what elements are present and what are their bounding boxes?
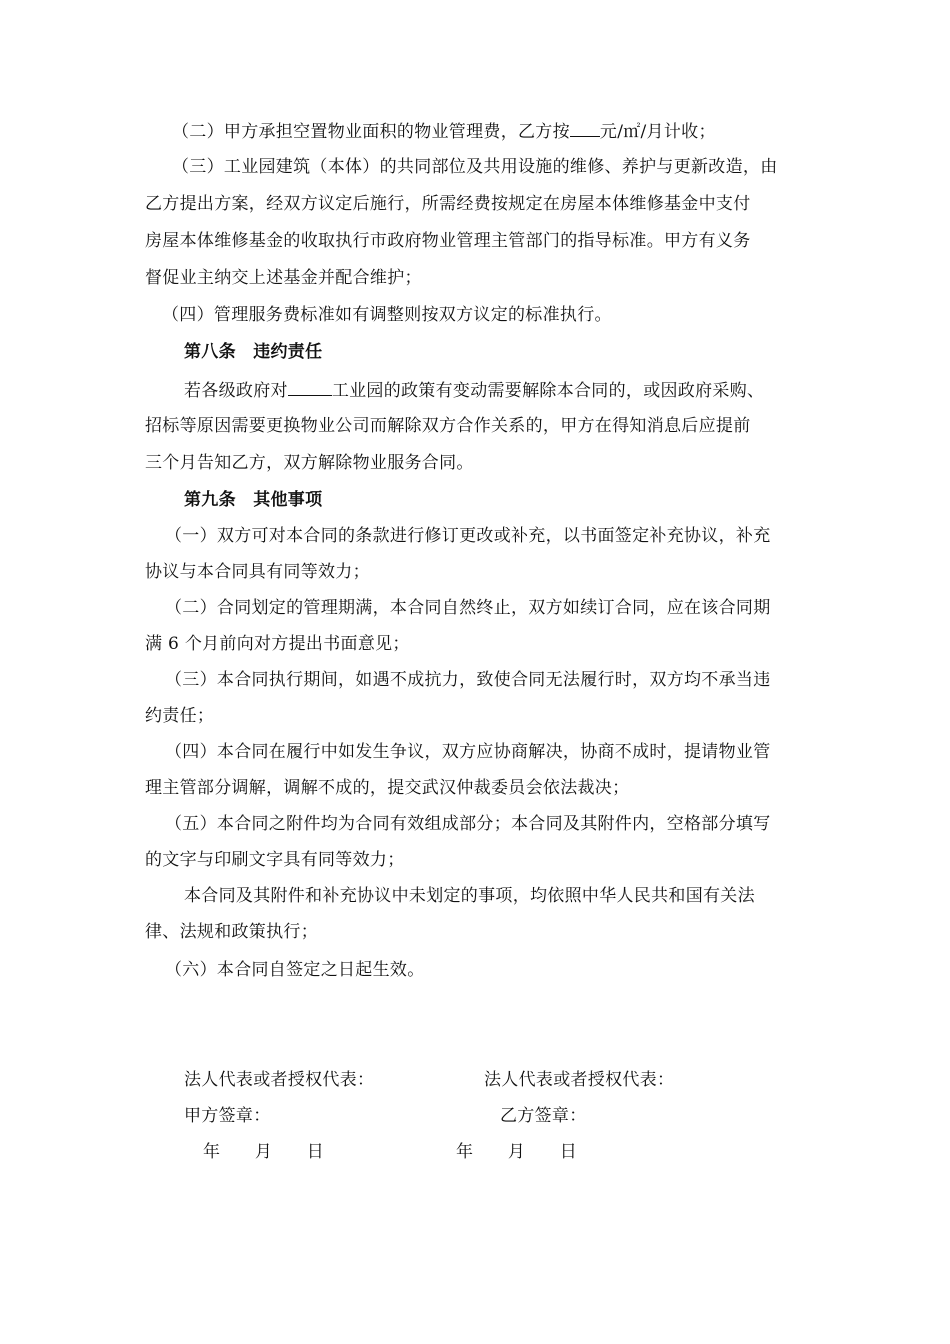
article-9-item-4-line-2: 理主管部分调解，调解不成的，提交武汉仲裁委员会依法裁决； <box>145 778 630 798</box>
article-9-item-3-line-1: （三）本合同执行期间，如遇不成抗力，致使合同无法履行时，双方均不承当违 <box>165 670 771 690</box>
clause-7-2 <box>172 118 716 144</box>
party-b-seal: 乙方签章： <box>500 1106 587 1126</box>
fee-blank[interactable] <box>570 118 600 137</box>
article-8-heading: 第八条 违约责任 <box>184 342 323 362</box>
clause-7-2-unit: 元/㎡/月计收； <box>599 122 716 142</box>
clause-7-4: （四）管理服务费标准如有调整则按双方议定的标准执行。 <box>162 305 612 325</box>
article-9-item-2-line-2: 满 6 个月前向对方提出书面意见； <box>145 634 410 654</box>
article-9-item-3-line-2: 约责任； <box>145 706 215 726</box>
party-a-date: 年 月 日 <box>203 1142 325 1162</box>
clause-7-2-text: （二）甲方承担空置物业面积的物业管理费，乙方按 <box>172 122 570 142</box>
clause-7-3-line-4: 督促业主纳交上述基金并配合维护； <box>145 268 422 288</box>
clause-7-3-line-2: 乙方提出方案，经双方议定后施行，所需经费按规定在房屋本体维修基金中支付 <box>145 194 751 214</box>
party-a-representative: 法人代表或者授权代表： <box>184 1070 375 1090</box>
party-b-date: 年 月 日 <box>456 1142 578 1162</box>
article-8-post: 工业园的政策有变动需要解除本合同的，或因政府采购、 <box>331 381 765 401</box>
article-9-item-2-line-1: （二）合同划定的管理期满，本合同自然终止，双方如续订合同，应在该合同期 <box>165 598 771 618</box>
article-9-item-5-line-1: （五）本合同之附件均为合同有效组成部分；本合同及其附件内，空格部分填写 <box>165 814 771 834</box>
article-9-item-1-line-1: （一）双方可对本合同的条款进行修订更改或补充，以书面签定补充协议，补充 <box>165 526 771 546</box>
article-8-pre: 若各级政府对 <box>184 381 288 401</box>
article-8-line-3: 三个月告知乙方，双方解除物业服务合同。 <box>145 453 474 473</box>
article-9-supplement-line-1: 本合同及其附件和补充协议中未划定的事项，均依照中华人民共和国有关法 <box>184 886 755 906</box>
article-9-item-1-line-2: 协议与本合同具有同等效力； <box>145 562 370 582</box>
article-9-item-6: （六）本合同自签定之日起生效。 <box>165 960 425 980</box>
party-b-representative: 法人代表或者授权代表： <box>484 1070 675 1090</box>
article-8-line-1 <box>184 377 764 403</box>
article-9-item-4-line-1: （四）本合同在履行中如发生争议，双方应协商解决，协商不成时，提请物业管 <box>165 742 771 762</box>
article-9-item-5-line-2: 的文字与印刷文字具有同等效力； <box>145 850 405 870</box>
clause-7-3-line-3: 房屋本体维修基金的收取执行市政府物业管理主管部门的指导标准。甲方有义务 <box>145 231 751 251</box>
article-9-supplement-line-2: 律、法规和政策执行； <box>145 922 318 942</box>
clause-7-3-line-1: （三）工业园建筑（本体）的共同部位及共用设施的维修、养护与更新改造，由 <box>172 157 778 177</box>
party-a-seal: 甲方签章： <box>184 1106 271 1126</box>
government-blank[interactable] <box>288 377 332 396</box>
article-8-line-2: 招标等原因需要更换物业公司而解除双方合作关系的，甲方在得知消息后应提前 <box>145 416 751 436</box>
article-9-heading: 第九条 其他事项 <box>184 490 323 510</box>
